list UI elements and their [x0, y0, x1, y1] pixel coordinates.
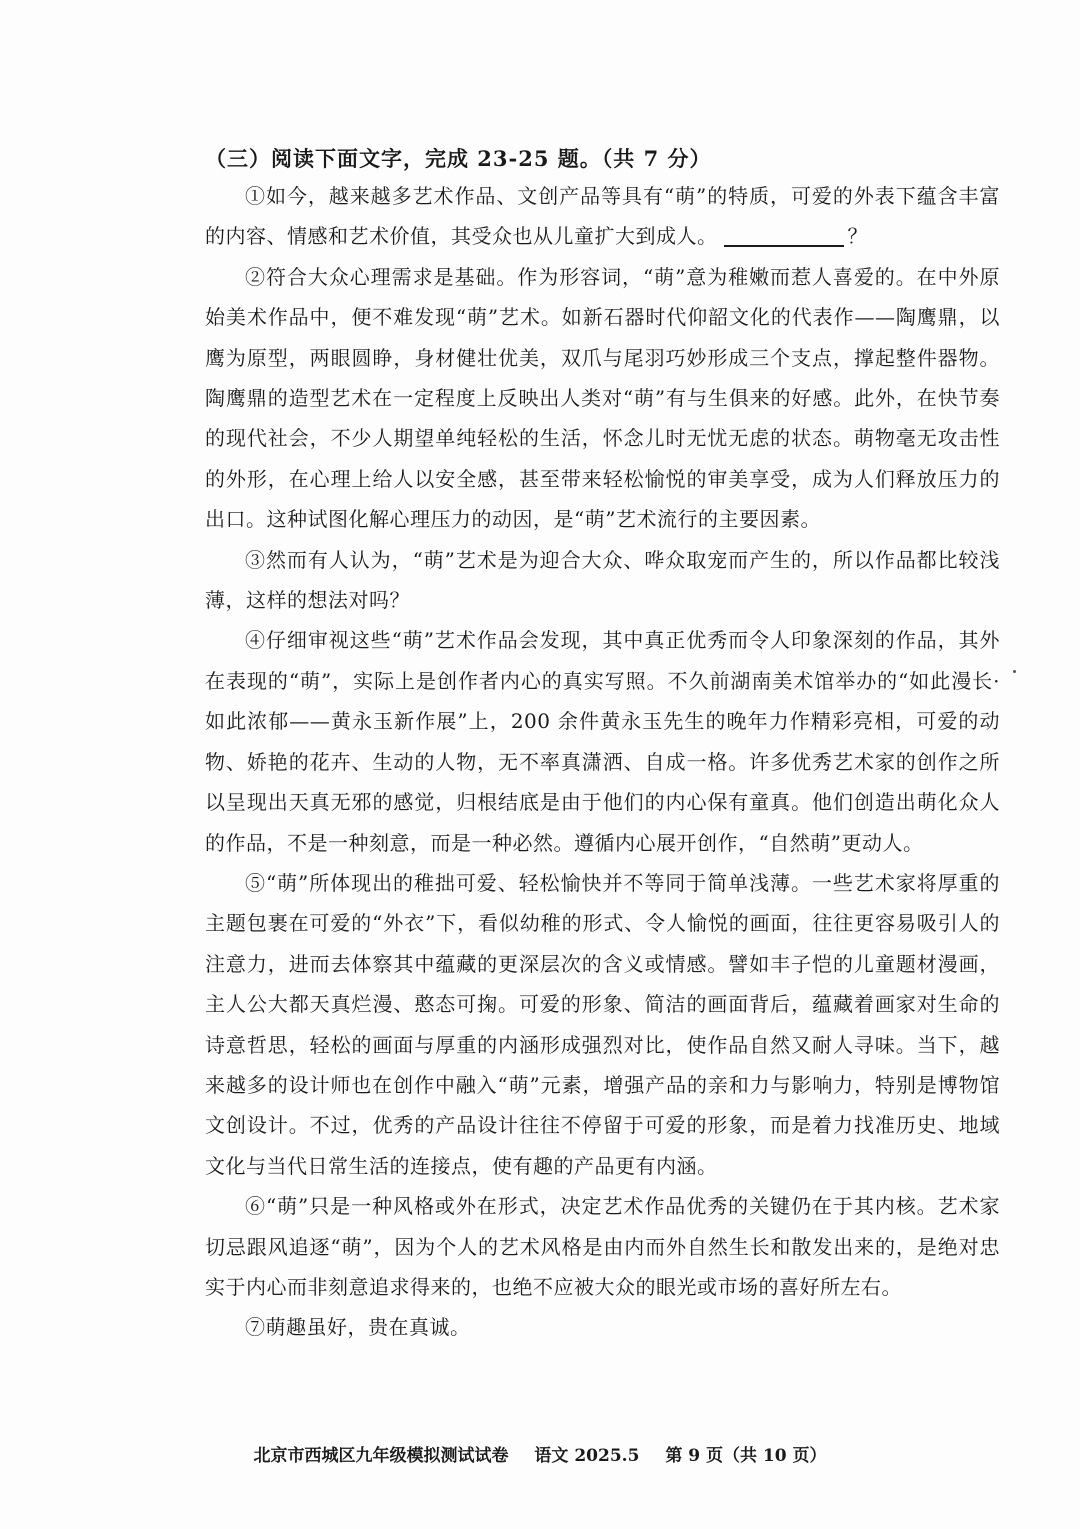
paragraph-5: ⑤“萌”所体现出的稚拙可爱、轻松愉快并不等同于简单浅薄。一些艺术家将厚重的主题包裹在可爱的“外衣”下，看似幼稚的形式、令人愉悦的画面，往往更容易吸引人的注意力，进而去体察其中蕴藏的更深层次的含义或情感。譬如丰子恺的儿童题材漫画，主人公大都天真烂漫、憨态可掬。可爱的形象、简洁的画面背后，蕴藏着画家对生命的诗意哲思，轻松的画面与厚重的内涵形成强烈对比，使作品自然又耐人寻味。当下，越来越多的设计师也在创作中融入“萌”元素，增强产品的亲和力与影响力，特别是博物馆文创设计。不过，优秀的产品设计往往不停留于可爱的形象，而是着力找准历史、地域文化与当代日常生活的连接点，使有趣的产品更有内涵。 [205, 870, 1000, 1178]
reading-passage [205, 176, 1000, 1348]
section-heading: （三）阅读下面文字，完成 23-25 题。（共 7 分） [205, 146, 712, 171]
footer-subject-date: 语文 2025.5 [534, 1446, 640, 1466]
scan-speck [1013, 670, 1016, 673]
answer-blank [724, 223, 844, 247]
paragraph-6: ⑥“萌”只是一种风格或外在形式，决定艺术作品优秀的关键仍在于其内核。艺术家切忌跟风追逐“萌”，因为个人的艺术风格是由内而外自然生长和散发出来的，是绝对忠实于内心而非刻意追求得来的，也绝不应被大众的眼光或市场的喜好所左右。 [205, 1194, 1000, 1299]
paragraph-3: ③然而有人认为，“萌”艺术是为迎合大众、哗众取宠而产生的，所以作品都比较浅薄，这样的想法对吗？ [205, 547, 1000, 613]
footer-exam-name: 北京市西城区九年级模拟测试试卷 [253, 1446, 509, 1466]
paragraph-7: ⑦萌趣虽好，贵在真诚。 [245, 1315, 471, 1340]
paragraph-1-question-mark: ？ [847, 224, 868, 249]
paragraph-1 [205, 176, 1000, 257]
footer-page-info: 第 9 页（共 10 页） [665, 1446, 827, 1466]
paragraph-4: ④仔细审视这些“萌”艺术作品会发现，其中真正优秀而令人印象深刻的作品，其外在表现的“萌”，实际上是创作者内心的真实写照。不久前湖南美术馆举办的“如此漫长·如此浓郁——黄永玉新作展”上，200 余件黄永玉先生的晚年力作精彩亮相，可爱的动物、娇艳的花卉、生动的人物，无不率真潇洒、自成一格。许多优秀艺术家的创作之所以呈现出天真无邪的感觉，归根结底是由于他们的内心保有童真。他们创造出萌化众人的作品，不是一种刻意，而是一种必然。遵循内心展开创作，“自然萌”更动人。 [205, 628, 1000, 855]
paragraph-1-text: ①如今，越来越多艺术作品、文创产品等具有“萌”的特质，可爱的外表下蕴含丰富的内容、情感和艺术价值，其受众也从儿童扩大到成人。 [205, 184, 1000, 249]
page-footer [0, 1441, 1080, 1466]
paragraph-2: ②符合大众心理需求是基础。作为形容词，“萌”意为稚嫩而惹人喜爱的。在中外原始美术作品中，便不难发现“萌”艺术。如新石器时代仰韶文化的代表作——陶鹰鼎，以鹰为原型，两眼圆睁，身材健壮优美，双爪与尾羽巧妙形成三个支点，撑起整件器物。陶鹰鼎的造型艺术在一定程度上反映出人类对“萌”有与生俱来的好感。此外，在快节奏的现代社会，不少人期望单纯轻松的生活，怀念儿时无忧无虑的状态。萌物毫无攻击性的外形，在心理上给人以安全感，甚至带来轻松愉悦的审美享受，成为人们释放压力的出口。这种试图化解心理压力的动因，是“萌”艺术流行的主要因素。 [205, 264, 1000, 532]
